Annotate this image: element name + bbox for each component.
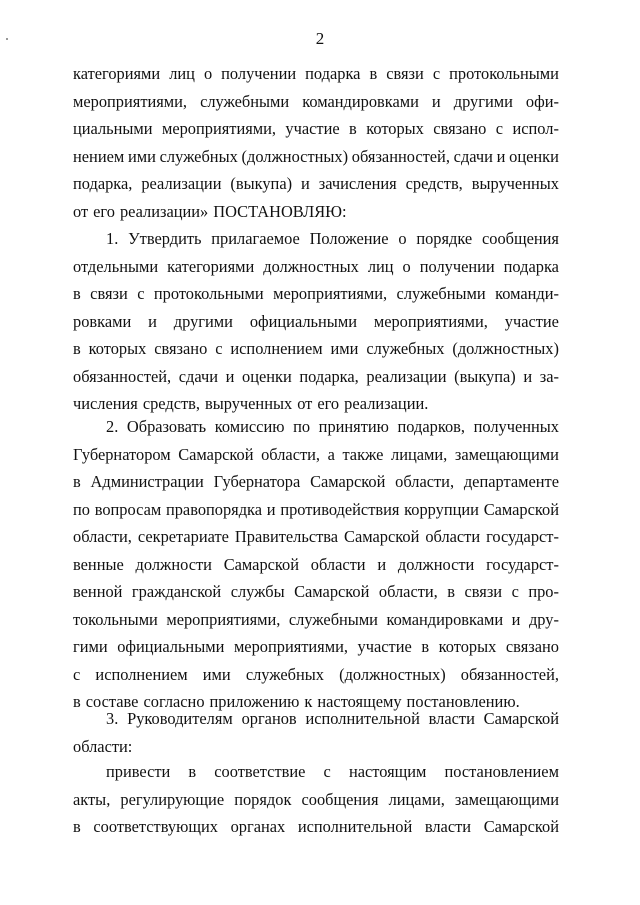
word: и xyxy=(225,366,235,386)
word: официальными xyxy=(117,637,225,656)
paragraph-item-1 xyxy=(73,225,559,418)
word: должности xyxy=(135,554,212,574)
word: области, xyxy=(73,527,132,546)
word: нением xyxy=(73,146,125,166)
word: мероприятиями, xyxy=(373,311,488,331)
word: секретариате xyxy=(137,527,229,546)
word: от xyxy=(73,201,89,221)
word: которых xyxy=(88,339,147,358)
text-line xyxy=(73,363,559,391)
word: Самарской xyxy=(483,499,559,519)
word: венные xyxy=(73,554,124,574)
word: приложению xyxy=(209,692,300,711)
word: за- xyxy=(539,366,559,386)
word: настоящему xyxy=(317,692,402,711)
word: командировками xyxy=(386,609,504,629)
word: мероприятиями, xyxy=(161,119,276,138)
word: привести xyxy=(106,762,171,781)
word: служебными xyxy=(396,284,486,303)
word: ими xyxy=(330,339,359,358)
word: командировками xyxy=(302,91,419,111)
word: с xyxy=(323,762,331,781)
word: лицами, xyxy=(391,444,448,464)
word: в xyxy=(73,472,81,491)
word: токольными xyxy=(73,609,158,629)
word: участие xyxy=(504,311,559,331)
word: в xyxy=(188,762,197,781)
text-line xyxy=(73,633,559,661)
word: связано xyxy=(505,637,559,656)
word: получении xyxy=(419,256,495,276)
word: постановлением xyxy=(444,762,559,781)
text-line xyxy=(73,786,559,814)
word: обязанностей, xyxy=(351,146,450,166)
word: вырученных xyxy=(204,394,293,413)
word: гражданской xyxy=(131,582,222,601)
paragraph-item-3 xyxy=(73,705,559,760)
word: Самарской xyxy=(483,817,559,836)
word: с xyxy=(215,339,223,358)
paragraph-item-3-sub xyxy=(73,758,559,841)
word: принятию xyxy=(318,417,389,436)
word: венной xyxy=(73,582,123,601)
word: акты, xyxy=(73,789,111,809)
word: порядке xyxy=(416,229,473,248)
word: Губернатора xyxy=(213,472,301,491)
word: мероприятиями, xyxy=(233,637,348,656)
word: вопросам xyxy=(94,499,162,519)
word: с xyxy=(137,284,145,303)
word: (выкупа) xyxy=(230,174,293,193)
word: служебных xyxy=(245,664,324,684)
word: связи xyxy=(386,64,424,83)
word: исполнительной xyxy=(297,817,413,836)
word: (должностных) xyxy=(339,664,446,684)
word: органах xyxy=(230,817,286,836)
word: о xyxy=(402,256,411,276)
text-line xyxy=(73,253,559,281)
word: исполнением xyxy=(95,664,188,684)
word: сообщения xyxy=(481,229,559,248)
word: и xyxy=(266,499,276,519)
word: подарка, xyxy=(299,366,359,386)
word: Самарской xyxy=(344,527,420,546)
word: исполнением xyxy=(230,339,323,358)
word: коррупции xyxy=(404,499,479,519)
word: ими xyxy=(127,146,156,166)
word: области, xyxy=(395,472,455,491)
word: обязанностей, xyxy=(460,664,559,684)
word: о xyxy=(398,229,407,248)
word: служебных xyxy=(366,339,445,358)
word: связано xyxy=(433,119,487,138)
text-line xyxy=(73,170,559,198)
word: с xyxy=(432,64,441,83)
word: дру- xyxy=(528,609,559,629)
word: команди- xyxy=(495,284,559,303)
word: департаменте xyxy=(463,472,559,491)
word: связано xyxy=(154,339,208,358)
word: ровками xyxy=(73,311,132,331)
word: офи- xyxy=(525,91,559,111)
word: реализации. xyxy=(344,394,429,413)
word: соответствие xyxy=(214,762,306,781)
word: 2. xyxy=(106,417,119,436)
text-line xyxy=(73,733,559,761)
word: которых xyxy=(366,119,424,138)
word: получении xyxy=(221,64,297,83)
word: другими xyxy=(173,311,233,331)
word: настоящим xyxy=(348,762,427,781)
word: средств, xyxy=(142,394,200,413)
word: Самарской xyxy=(223,554,300,574)
word: реализации xyxy=(366,366,447,386)
word: 3. xyxy=(106,709,119,728)
word: в xyxy=(73,284,81,303)
word: в xyxy=(73,817,81,836)
word: прилагаемое xyxy=(211,229,300,248)
word: исполнительной xyxy=(305,709,420,728)
text-line xyxy=(73,523,559,551)
word: испол- xyxy=(512,119,559,138)
word: сдачи xyxy=(453,146,493,166)
text-line xyxy=(73,468,559,496)
text-line xyxy=(73,88,559,116)
word: мероприятиями, xyxy=(73,91,188,111)
word: категориями xyxy=(167,256,255,276)
word: о xyxy=(203,64,213,83)
word: участие xyxy=(285,119,340,138)
word: полученных xyxy=(473,417,559,436)
word: а xyxy=(327,444,335,464)
word: Самарской xyxy=(310,472,386,491)
word: подарка, xyxy=(73,174,133,193)
word: обязанностей, xyxy=(73,366,172,386)
word: служебными xyxy=(288,609,378,629)
text-line xyxy=(73,813,559,841)
word: Администрации xyxy=(90,472,204,491)
word: постановлению. xyxy=(406,692,520,711)
word: правопорядка xyxy=(165,499,263,519)
word: подарков, xyxy=(397,417,465,436)
word: и xyxy=(377,554,387,574)
word: государст- xyxy=(486,554,559,574)
text-line xyxy=(73,280,559,308)
word: про- xyxy=(528,582,559,601)
word: подарка xyxy=(503,256,559,276)
text-line xyxy=(73,60,559,88)
word: противодействия xyxy=(280,499,400,519)
word: органов xyxy=(241,709,297,728)
text-line xyxy=(73,705,559,733)
text-line xyxy=(73,335,559,363)
text-line xyxy=(73,606,559,634)
paragraph-intro xyxy=(73,60,559,225)
text-line xyxy=(73,413,559,441)
text-line xyxy=(73,115,559,143)
word: Губернатором xyxy=(73,444,171,464)
word: регулирующие xyxy=(120,789,225,809)
word: с xyxy=(73,664,81,684)
text-line xyxy=(73,496,559,524)
word: замещающими xyxy=(454,789,559,809)
word: связи xyxy=(464,582,503,601)
word: оценки xyxy=(242,366,292,386)
word: и xyxy=(301,174,310,193)
word: области: xyxy=(73,736,133,756)
word: по xyxy=(73,499,90,519)
page-number: 2 xyxy=(315,29,325,48)
word: мероприятиями, xyxy=(166,609,281,629)
word: другими xyxy=(453,91,513,111)
word: составе xyxy=(85,692,139,711)
word: реализации» xyxy=(119,201,209,221)
text-line xyxy=(73,198,559,226)
word: числения xyxy=(73,394,138,413)
word: циальными xyxy=(73,119,153,138)
word: лиц xyxy=(169,64,195,83)
word: и xyxy=(496,146,506,166)
word: соответствующих xyxy=(93,817,218,836)
word: Самарской xyxy=(178,444,254,464)
word: ими xyxy=(202,664,231,684)
word: в xyxy=(73,692,81,711)
word: государст- xyxy=(486,527,559,546)
word: порядок xyxy=(234,789,292,809)
word: зачисления xyxy=(318,174,397,193)
word: согласно xyxy=(143,692,205,711)
word: лиц xyxy=(367,256,394,276)
word: отдельными xyxy=(73,256,159,276)
word: лицами, xyxy=(388,789,445,809)
word: его xyxy=(93,201,115,221)
word: категориями xyxy=(73,64,161,83)
word: Утвердить xyxy=(128,229,202,248)
word: сообщения xyxy=(301,789,379,809)
word: Образовать xyxy=(126,417,207,436)
word: его xyxy=(317,394,340,413)
word: в xyxy=(369,64,378,83)
word: протокольными xyxy=(449,64,559,83)
word: также xyxy=(342,444,384,464)
word: к xyxy=(304,692,313,711)
word: Самарской xyxy=(483,709,559,728)
word: официальными xyxy=(249,311,357,331)
word: власти xyxy=(424,817,472,836)
word: связи xyxy=(90,284,128,303)
word: комиссию xyxy=(214,417,285,436)
word: средств, xyxy=(405,174,463,193)
text-line xyxy=(73,225,559,253)
word: должности xyxy=(397,554,475,574)
word: области, xyxy=(378,582,438,601)
word: Положение xyxy=(309,229,389,248)
text-line xyxy=(73,441,559,469)
text-line xyxy=(73,578,559,606)
word: должностных xyxy=(263,256,359,276)
paragraph-item-2 xyxy=(73,413,559,716)
word: и xyxy=(148,311,157,331)
word: в xyxy=(421,637,430,656)
word: сдачи xyxy=(178,366,219,386)
word: гими xyxy=(73,637,108,656)
word: от xyxy=(297,394,313,413)
word: в xyxy=(73,339,81,358)
word: мероприятиями, xyxy=(273,284,388,303)
text-line xyxy=(73,758,559,786)
word: 1. xyxy=(106,229,119,248)
text-line xyxy=(73,551,559,579)
word: ПОСТАНОВЛЯЮ: xyxy=(213,201,347,221)
word: реализации xyxy=(141,174,222,193)
word: (выкупа) xyxy=(454,366,516,386)
word: служебных xyxy=(159,146,238,166)
word: службы xyxy=(230,582,285,601)
word: в xyxy=(349,119,357,138)
word: области, xyxy=(261,444,320,464)
word: Руководителям xyxy=(127,709,233,728)
word: и xyxy=(523,366,533,386)
word: служебными xyxy=(200,91,290,111)
word: участие xyxy=(357,637,412,656)
word: протокольными xyxy=(153,284,264,303)
word: подарка xyxy=(305,64,361,83)
word: (должностных) xyxy=(241,146,349,166)
word: с xyxy=(495,119,504,138)
text-line xyxy=(73,661,559,689)
word: и xyxy=(511,609,521,629)
word: области xyxy=(425,527,481,546)
word: и xyxy=(431,91,441,111)
word: которых xyxy=(438,637,497,656)
word: по xyxy=(293,417,311,436)
word: Самарской xyxy=(294,582,370,601)
word: в xyxy=(447,582,455,601)
text-line xyxy=(73,308,559,336)
word: Правительства xyxy=(234,527,339,546)
word: области xyxy=(310,554,366,574)
word: власти xyxy=(428,709,475,728)
word: с xyxy=(511,582,519,601)
word: замещающими xyxy=(454,444,559,464)
text-line xyxy=(73,143,559,171)
word: оценки xyxy=(509,146,559,166)
word: вырученных xyxy=(471,174,559,193)
word: (должностных) xyxy=(452,339,559,358)
